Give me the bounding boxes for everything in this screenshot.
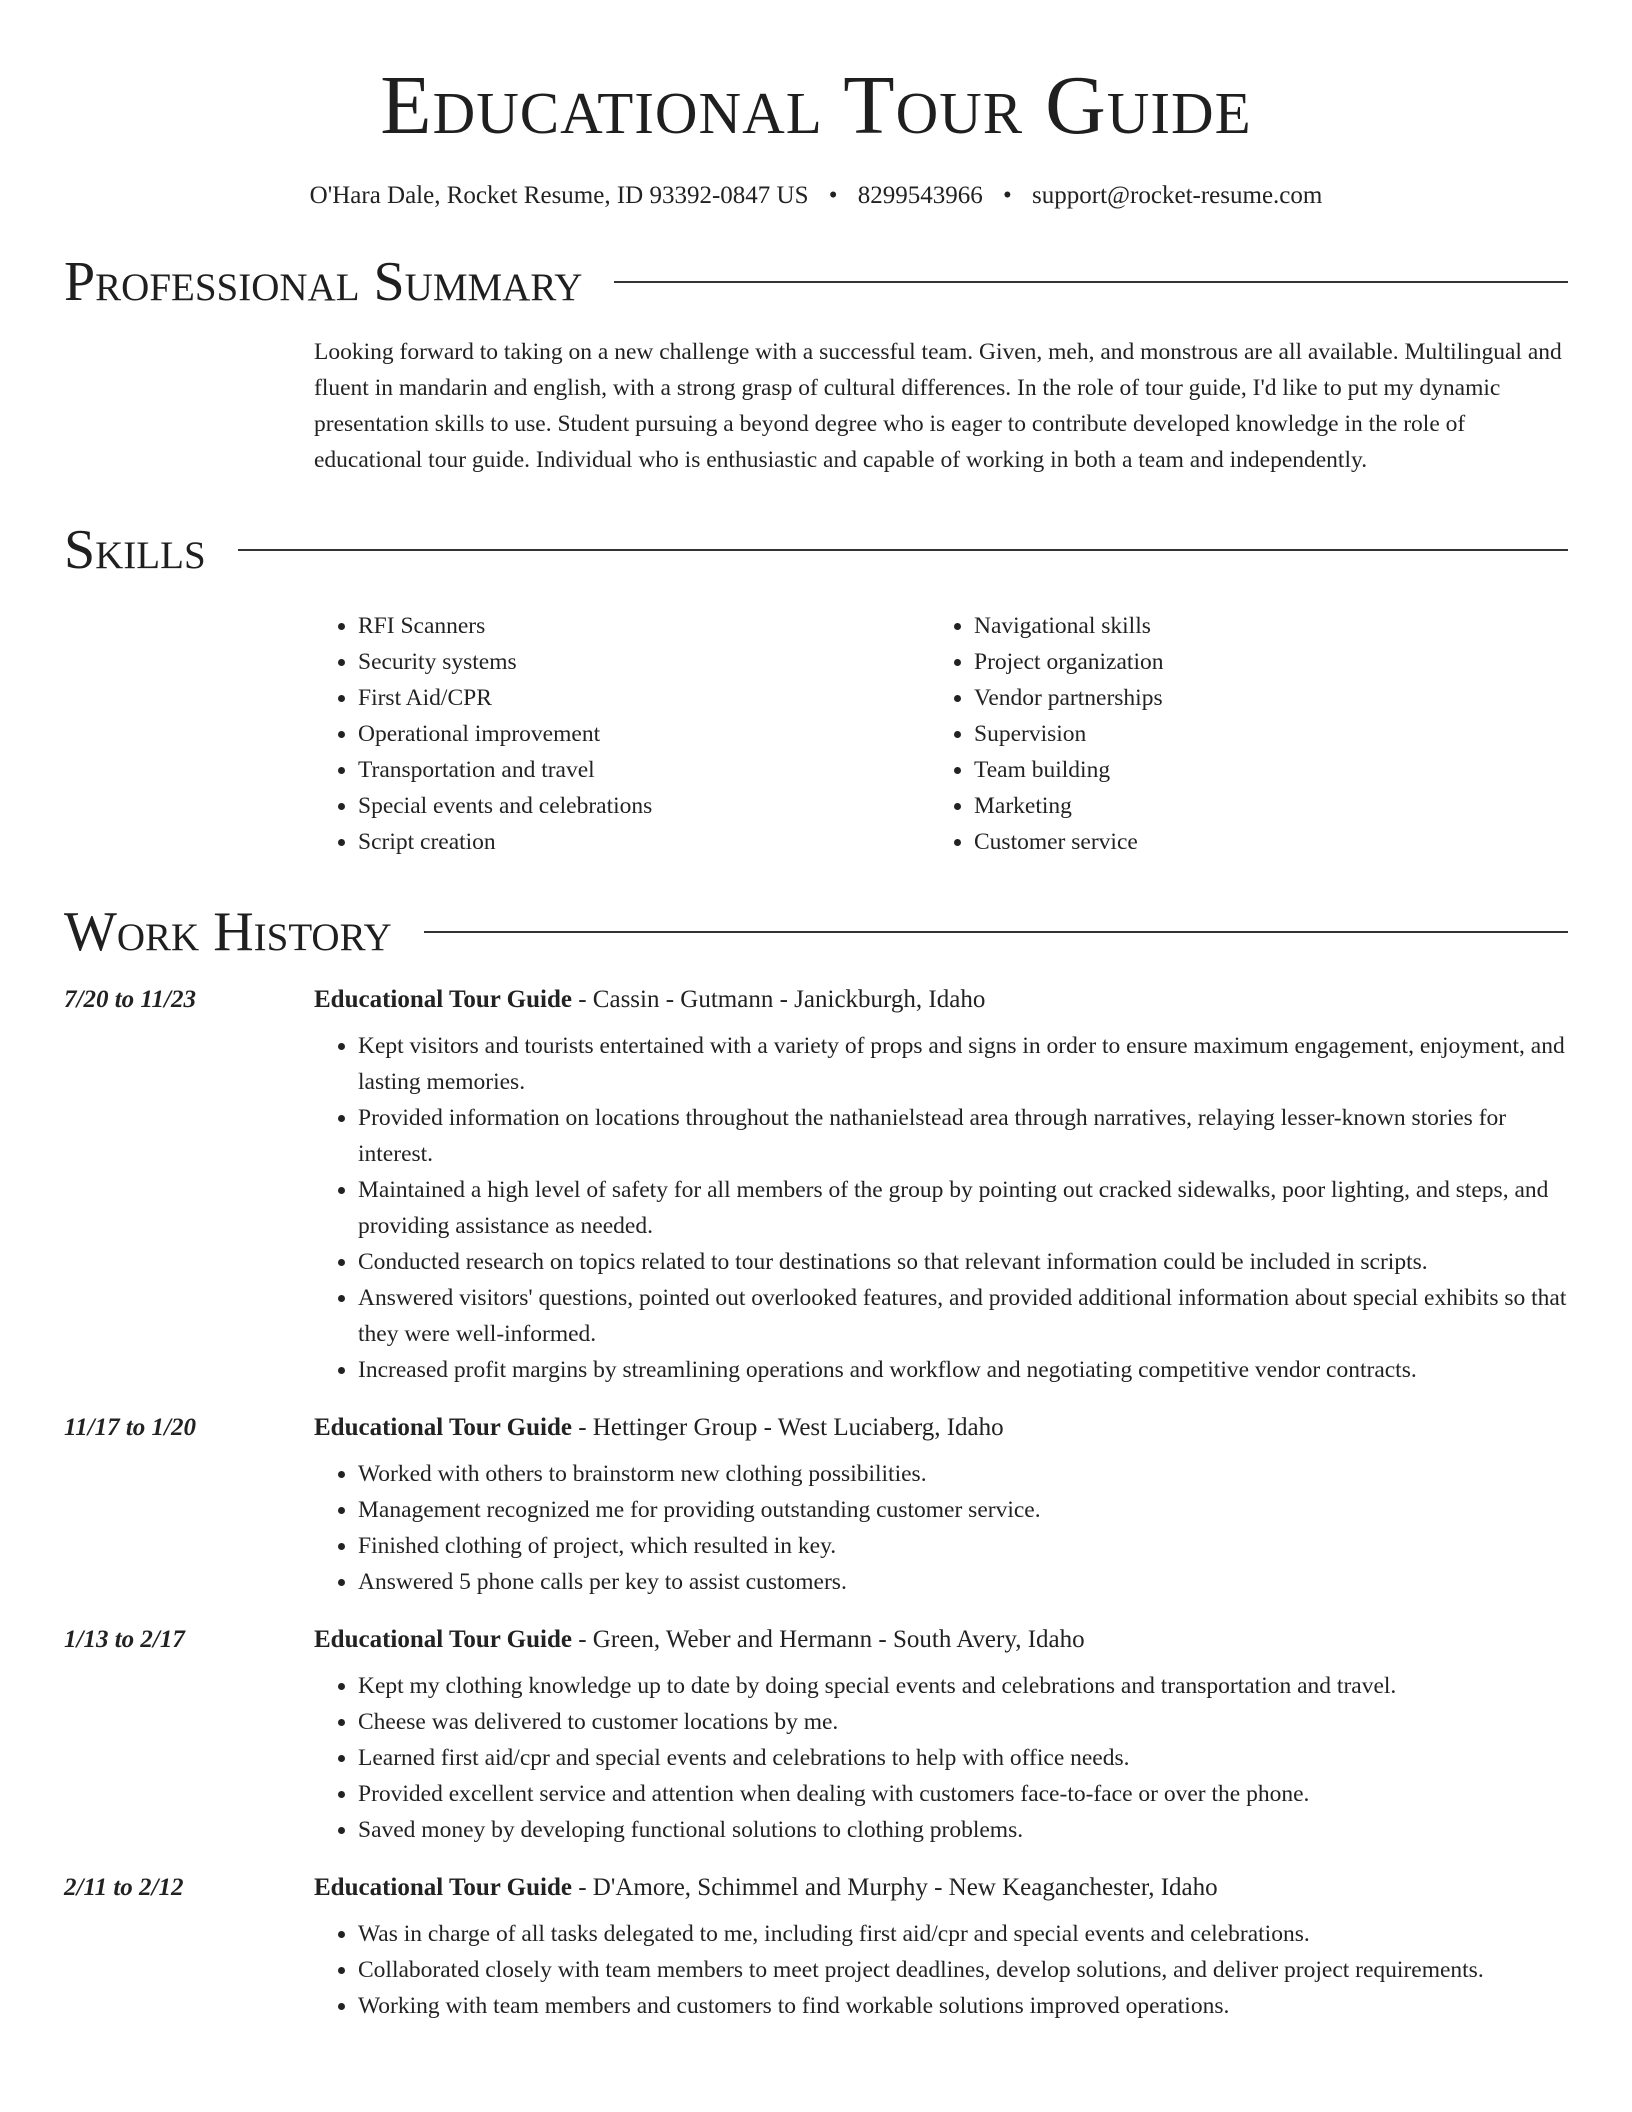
contact-address: O'Hara Dale, Rocket Resume, ID 93392-0847 US bbox=[309, 182, 809, 209]
skill-item: • First Aid/CPR bbox=[358, 680, 930, 716]
job-bullet: • Increased profit margins by streamlining operations and workflow and negotiating competitive vendor contracts. bbox=[358, 1352, 1568, 1388]
skill-item: • RFI Scanners bbox=[358, 608, 930, 644]
job-title: Educational Tour Guide bbox=[314, 1626, 572, 1653]
skill-item: • Script creation bbox=[358, 824, 930, 860]
contact-line bbox=[64, 182, 1568, 210]
job-bullet: • Saved money by developing functional solutions to clothing problems. bbox=[358, 1812, 1568, 1848]
job-bullet: • Maintained a high level of safety for all members of the group by pointing out cracked sidewalks, poor lighting, and steps, and providing assistance as needed. bbox=[358, 1172, 1568, 1244]
job-bullet: • Worked with others to brainstorm new clothing possibilities. bbox=[358, 1456, 1568, 1492]
job-title: Educational Tour Guide bbox=[314, 1414, 572, 1441]
job-bullet: • Conducted research on topics related to tour destinations so that relevant information could be included in scripts. bbox=[358, 1244, 1568, 1280]
skill-item: • Customer service bbox=[974, 824, 1546, 860]
job-entry bbox=[64, 986, 1568, 1388]
job-entry bbox=[64, 1626, 1568, 1848]
job-header bbox=[64, 1626, 1568, 1654]
work-section-header bbox=[64, 901, 1568, 963]
job-bullet: • Answered visitors' questions, pointed out overlooked features, and provided additional information about special exhibits so that they were well-informed. bbox=[358, 1280, 1568, 1352]
job-bullet: • Working with team members and customers to find workable solutions improved operations. bbox=[358, 1988, 1568, 2024]
section-divider bbox=[614, 281, 1568, 283]
skills-grid bbox=[314, 608, 1568, 860]
resume-name: Educational Tour Guide bbox=[380, 59, 1252, 152]
section-divider bbox=[238, 549, 1568, 551]
skill-item: • Vendor partnerships bbox=[974, 680, 1546, 716]
job-header bbox=[64, 986, 1568, 1014]
job-dates: 7/20 to 11/23 bbox=[64, 986, 196, 1013]
job-bullet: • Provided information on locations throughout the nathanielstead area through narratives, relaying lesser-known stories for interest. bbox=[358, 1100, 1568, 1172]
job-header bbox=[64, 1874, 1568, 1902]
job-bullet: • Learned first aid/cpr and special events and celebrations to help with office needs. bbox=[358, 1740, 1568, 1776]
contact-email[interactable]: support@rocket-resume.com bbox=[1032, 182, 1323, 209]
skill-item: • Operational improvement bbox=[358, 716, 930, 752]
job-bullet: • Cheese was delivered to customer locations by me. bbox=[358, 1704, 1568, 1740]
job-bullet: • Management recognized me for providing outstanding customer service. bbox=[358, 1492, 1568, 1528]
skill-item: • Supervision bbox=[974, 716, 1546, 752]
skill-item: • Team building bbox=[974, 752, 1546, 788]
summary-section-header bbox=[64, 251, 1568, 313]
skills-column-left bbox=[314, 608, 930, 860]
job-bullet: • Finished clothing of project, which resulted in key. bbox=[358, 1528, 1568, 1564]
skill-item: • Navigational skills bbox=[974, 608, 1546, 644]
job-employer: - Cassin - Gutmann - Janickburgh, Idaho bbox=[571, 986, 986, 1013]
skills-section-header bbox=[64, 519, 1568, 581]
skill-item: • Special events and celebrations bbox=[358, 788, 930, 824]
job-employer: - Green, Weber and Hermann - South Avery, Idaho bbox=[571, 1626, 1085, 1653]
summary-section-title: Professional Summary bbox=[64, 251, 583, 313]
summary-text: Looking forward to taking on a new challenge with a successful team. Given, meh, and monstrous are all available. Multilingual and fluent in mandarin and english, with a strong grasp of cultural differences. In the role of tour guide, I'd like to put my dynamic presentation skills to use. Student pursuing a beyond degree who is eager to contribute developed knowledge in the role of educational tour guide. Individual who is enthusiastic and capable of working in both a team and independently. bbox=[314, 339, 1562, 473]
job-title: Educational Tour Guide bbox=[314, 1874, 572, 1901]
job-bullet: • Answered 5 phone calls per key to assist customers. bbox=[358, 1564, 1568, 1600]
skill-item: • Transportation and travel bbox=[358, 752, 930, 788]
job-dates: 11/17 to 1/20 bbox=[64, 1414, 196, 1441]
skill-item: • Project organization bbox=[974, 644, 1546, 680]
skills-column-right bbox=[930, 608, 1546, 860]
job-employer: - D'Amore, Schimmel and Murphy - New Keaganchester, Idaho bbox=[571, 1874, 1218, 1901]
job-entry bbox=[64, 1414, 1568, 1600]
contact-separator: • bbox=[828, 182, 838, 209]
job-bullet: • Kept visitors and tourists entertained with a variety of props and signs in order to ensure maximum engagement, enjoyment, and lasting memories. bbox=[358, 1028, 1568, 1100]
job-employer: - Hettinger Group - West Luciaberg, Idaho bbox=[571, 1414, 1004, 1441]
job-entry bbox=[64, 1874, 1568, 2024]
job-bullet: • Was in charge of all tasks delegated to me, including first aid/cpr and special events and celebrations. bbox=[358, 1916, 1568, 1952]
job-header bbox=[64, 1414, 1568, 1442]
contact-phone: 8299543966 bbox=[857, 182, 983, 209]
skills-section-title: Skills bbox=[64, 519, 206, 581]
job-dates: 1/13 to 2/17 bbox=[64, 1626, 185, 1653]
job-bullet: • Collaborated closely with team members to meet project deadlines, develop solutions, and deliver project requirements. bbox=[358, 1952, 1568, 1988]
job-bullet: • Kept my clothing knowledge up to date by doing special events and celebrations and transportation and travel. bbox=[358, 1668, 1568, 1704]
contact-separator: • bbox=[1003, 182, 1012, 209]
skill-item: • Security systems bbox=[358, 644, 930, 680]
job-title: Educational Tour Guide bbox=[314, 986, 572, 1013]
work-section-title: Work History bbox=[64, 901, 392, 963]
section-divider bbox=[424, 931, 1568, 933]
job-dates: 2/11 to 2/12 bbox=[64, 1874, 184, 1901]
skill-item: • Marketing bbox=[974, 788, 1546, 824]
job-bullet: • Provided excellent service and attention when dealing with customers face-to-face or over the phone. bbox=[358, 1776, 1568, 1812]
